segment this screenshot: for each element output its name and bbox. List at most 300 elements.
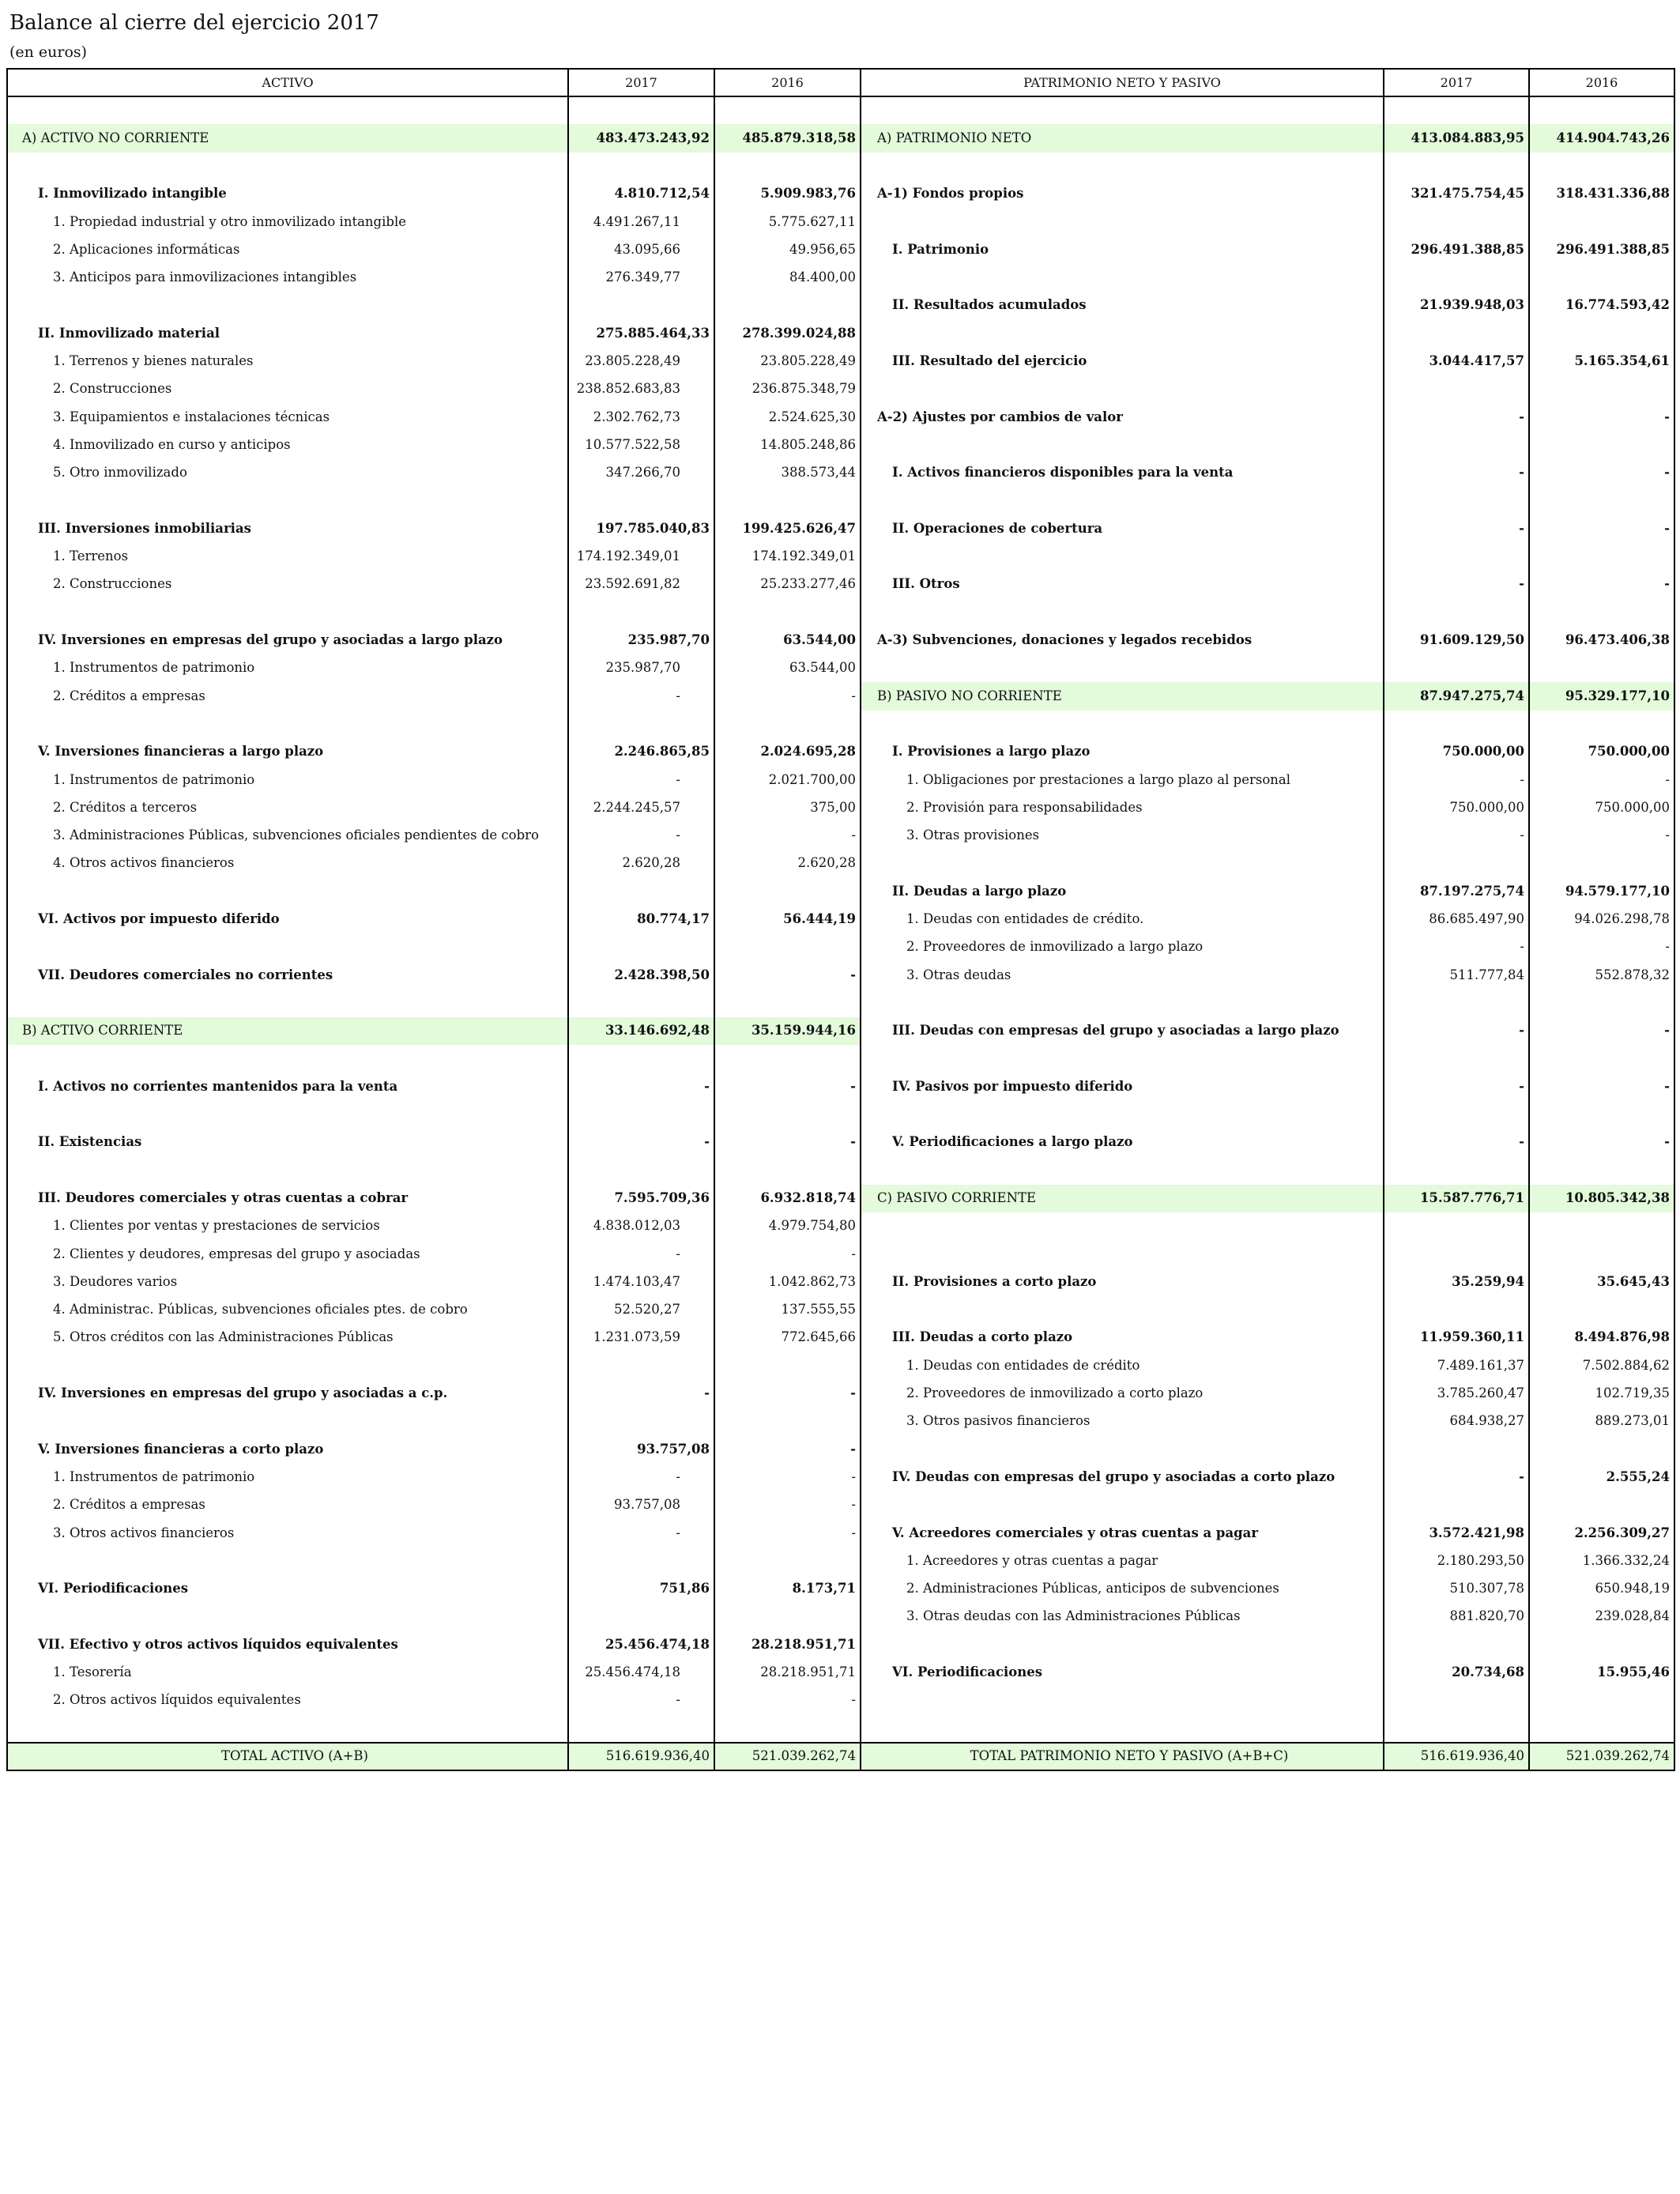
activo-2016-value: - bbox=[714, 1240, 861, 1268]
activo-2017-value: - bbox=[568, 1129, 714, 1156]
pasivo-2017-value bbox=[1384, 990, 1529, 1017]
activo-2016-value bbox=[714, 598, 861, 626]
pasivo-label: II. Operaciones de cobertura bbox=[861, 515, 1384, 542]
pasivo-label bbox=[861, 96, 1384, 124]
pasivo-label bbox=[861, 153, 1384, 180]
table-row bbox=[7, 1714, 1674, 1742]
activo-2016-value: 485.879.318,58 bbox=[714, 124, 861, 152]
pasivo-2016-value: - bbox=[1529, 822, 1674, 850]
pasivo-2016-value: 1.366.332,24 bbox=[1529, 1547, 1674, 1574]
header-year-2016-right: 2016 bbox=[1529, 69, 1674, 96]
table-row bbox=[7, 348, 1674, 375]
pasivo-2016-value: 650.948,19 bbox=[1529, 1575, 1674, 1603]
pasivo-2017-value: - bbox=[1384, 1072, 1529, 1100]
activo-label: I. Inmovilizado intangible bbox=[7, 180, 568, 208]
table-header-row bbox=[7, 69, 1674, 96]
pasivo-2017-value: - bbox=[1384, 1129, 1529, 1156]
pasivo-label: VI. Periodificaciones bbox=[861, 1659, 1384, 1687]
pasivo-label: C) PASIVO CORRIENTE bbox=[861, 1185, 1384, 1212]
pasivo-2016-value: 16.774.593,42 bbox=[1529, 292, 1674, 319]
activo-label: 1. Instrumentos de patrimonio bbox=[7, 1464, 568, 1491]
pasivo-2016-value: 414.904.743,26 bbox=[1529, 124, 1674, 152]
activo-2017-value: - bbox=[568, 1240, 714, 1268]
activo-label bbox=[7, 153, 568, 180]
pasivo-label: 2. Provisión para responsabilidades bbox=[861, 794, 1384, 821]
pasivo-label bbox=[861, 1435, 1384, 1463]
activo-2016-value bbox=[714, 990, 861, 1017]
activo-2017-value bbox=[568, 292, 714, 319]
pasivo-label: B) PASIVO NO CORRIENTE bbox=[861, 682, 1384, 710]
pasivo-label: III. Deudas a corto plazo bbox=[861, 1324, 1384, 1351]
pasivo-2017-value: - bbox=[1384, 822, 1529, 850]
pasivo-2017-value: 413.084.883,95 bbox=[1384, 124, 1529, 152]
pasivo-2016-value: - bbox=[1529, 933, 1674, 961]
header-year-2017-left: 2017 bbox=[568, 69, 714, 96]
pasivo-2016-value: 2.555,24 bbox=[1529, 1464, 1674, 1491]
currency-note: (en euros) bbox=[9, 43, 88, 61]
pasivo-2017-value bbox=[1384, 1240, 1529, 1268]
table-row bbox=[7, 598, 1674, 626]
table-row bbox=[7, 822, 1674, 850]
pasivo-label bbox=[861, 264, 1384, 292]
activo-2016-value: 25.233.277,46 bbox=[714, 571, 861, 598]
activo-2016-value: - bbox=[714, 682, 861, 710]
pasivo-2016-value bbox=[1529, 153, 1674, 180]
activo-label: 4. Administrac. Públicas, subvenciones oficiales ptes. de cobro bbox=[7, 1296, 568, 1324]
activo-label: 1. Instrumentos de patrimonio bbox=[7, 654, 568, 682]
table-row bbox=[7, 1045, 1674, 1072]
activo-2016-value: 388.573,44 bbox=[714, 459, 861, 487]
activo-label: 2. Créditos a empresas bbox=[7, 682, 568, 710]
pasivo-2016-value bbox=[1529, 850, 1674, 877]
activo-2017-value bbox=[568, 1101, 714, 1129]
pasivo-label: 3. Otras provisiones bbox=[861, 822, 1384, 850]
activo-2016-value bbox=[714, 1101, 861, 1129]
pasivo-2016-value bbox=[1529, 1687, 1674, 1714]
activo-2016-value: 174.192.349,01 bbox=[714, 543, 861, 571]
pasivo-label bbox=[861, 319, 1384, 347]
activo-2017-value: 52.520,27 bbox=[568, 1296, 714, 1324]
activo-2017-value: 2.620,28 bbox=[568, 850, 714, 877]
activo-2017-value: 23.805.228,49 bbox=[568, 348, 714, 375]
activo-label bbox=[7, 1156, 568, 1184]
activo-label bbox=[7, 990, 568, 1017]
total-pasivo-label: TOTAL PATRIMONIO NETO Y PASIVO (A+B+C) bbox=[861, 1743, 1384, 1770]
pasivo-2016-value: - bbox=[1529, 515, 1674, 542]
activo-2017-value: - bbox=[568, 1464, 714, 1491]
activo-label: V. Inversiones financieras a corto plazo bbox=[7, 1435, 568, 1463]
pasivo-2017-value: 91.609.129,50 bbox=[1384, 627, 1529, 654]
pasivo-2016-value: - bbox=[1529, 403, 1674, 431]
table-row bbox=[7, 1464, 1674, 1491]
table-row bbox=[7, 264, 1674, 292]
pasivo-2017-value: 511.777,84 bbox=[1384, 961, 1529, 989]
activo-2016-value: 63.544,00 bbox=[714, 654, 861, 682]
pasivo-2016-value bbox=[1529, 1156, 1674, 1184]
pasivo-2016-value bbox=[1529, 598, 1674, 626]
table-row bbox=[7, 432, 1674, 459]
pasivo-2016-value: - bbox=[1529, 571, 1674, 598]
activo-2017-value bbox=[568, 1351, 714, 1379]
activo-2016-value bbox=[714, 1603, 861, 1630]
activo-label: 1. Terrenos bbox=[7, 543, 568, 571]
activo-2016-value: - bbox=[714, 1687, 861, 1714]
activo-2016-value: 2.620,28 bbox=[714, 850, 861, 877]
table-row bbox=[7, 1296, 1674, 1324]
pasivo-2016-value: 750.000,00 bbox=[1529, 794, 1674, 821]
pasivo-label bbox=[861, 208, 1384, 236]
activo-2017-value: - bbox=[568, 682, 714, 710]
pasivo-label bbox=[861, 1491, 1384, 1519]
table-row bbox=[7, 292, 1674, 319]
activo-label: VI. Periodificaciones bbox=[7, 1575, 568, 1603]
table-row bbox=[7, 961, 1674, 989]
activo-2016-value bbox=[714, 1547, 861, 1574]
activo-2017-value bbox=[568, 96, 714, 124]
table-row bbox=[7, 794, 1674, 821]
pasivo-2016-value bbox=[1529, 208, 1674, 236]
table-row bbox=[7, 571, 1674, 598]
table-row bbox=[7, 375, 1674, 403]
pasivo-2016-value: 318.431.336,88 bbox=[1529, 180, 1674, 208]
activo-2017-value: 2.244.245,57 bbox=[568, 794, 714, 821]
pasivo-2017-value bbox=[1384, 1212, 1529, 1240]
activo-2016-value: 137.555,55 bbox=[714, 1296, 861, 1324]
table-row bbox=[7, 1324, 1674, 1351]
activo-2017-value: 43.095,66 bbox=[568, 236, 714, 263]
pasivo-2017-value: 3.044.417,57 bbox=[1384, 348, 1529, 375]
activo-label bbox=[7, 487, 568, 515]
pasivo-2017-value: - bbox=[1384, 515, 1529, 542]
pasivo-2016-value bbox=[1529, 96, 1674, 124]
table-row bbox=[7, 627, 1674, 654]
pasivo-label: 1. Deudas con entidades de crédito. bbox=[861, 906, 1384, 933]
pasivo-label: I. Provisiones a largo plazo bbox=[861, 738, 1384, 766]
pasivo-label: A-3) Subvenciones, donaciones y legados recebidos bbox=[861, 627, 1384, 654]
pasivo-label: 3. Otras deudas con las Administraciones Públicas bbox=[861, 1603, 1384, 1630]
pasivo-label: I. Patrimonio bbox=[861, 236, 1384, 263]
activo-2017-value: 7.595.709,36 bbox=[568, 1185, 714, 1212]
pasivo-2016-value bbox=[1529, 654, 1674, 682]
table-row bbox=[7, 711, 1674, 738]
table-row bbox=[7, 180, 1674, 208]
table-row bbox=[7, 236, 1674, 263]
activo-2017-value: 1.474.103,47 bbox=[568, 1268, 714, 1295]
activo-2016-value: 23.805.228,49 bbox=[714, 348, 861, 375]
activo-2016-value: 14.805.248,86 bbox=[714, 432, 861, 459]
table-row bbox=[7, 1687, 1674, 1714]
activo-2017-value bbox=[568, 990, 714, 1017]
activo-2017-value: 93.757,08 bbox=[568, 1491, 714, 1519]
pasivo-2017-value bbox=[1384, 1714, 1529, 1742]
activo-2017-value: 197.785.040,83 bbox=[568, 515, 714, 542]
activo-2017-value bbox=[568, 1714, 714, 1742]
activo-label: 5. Otros créditos con las Administraciones Públicas bbox=[7, 1324, 568, 1351]
total-activo-label: TOTAL ACTIVO (A+B) bbox=[7, 1743, 568, 1770]
pasivo-label bbox=[861, 487, 1384, 515]
activo-label: 3. Equipamientos e instalaciones técnicas bbox=[7, 403, 568, 431]
activo-2016-value: - bbox=[714, 1129, 861, 1156]
table-row bbox=[7, 1380, 1674, 1408]
activo-label: VI. Activos por impuesto diferido bbox=[7, 906, 568, 933]
pasivo-2016-value: 94.579.177,10 bbox=[1529, 877, 1674, 905]
header-year-2016-left: 2016 bbox=[714, 69, 861, 96]
activo-label bbox=[7, 1714, 568, 1742]
activo-2017-value bbox=[568, 1547, 714, 1574]
activo-2017-value: 174.192.349,01 bbox=[568, 543, 714, 571]
activo-label: 1. Clientes por ventas y prestaciones de servicios bbox=[7, 1212, 568, 1240]
activo-label: 2. Otros activos líquidos equivalentes bbox=[7, 1687, 568, 1714]
activo-2017-value: 25.456.474,18 bbox=[568, 1630, 714, 1658]
pasivo-2016-value bbox=[1529, 1630, 1674, 1658]
pasivo-label: I. Activos financieros disponibles para la venta bbox=[861, 459, 1384, 487]
pasivo-label: 1. Acreedores y otras cuentas a pagar bbox=[861, 1547, 1384, 1574]
pasivo-2017-value: - bbox=[1384, 459, 1529, 487]
pasivo-2017-value bbox=[1384, 1630, 1529, 1658]
pasivo-2016-value: 2.256.309,27 bbox=[1529, 1519, 1674, 1547]
activo-2017-value: 238.852.683,83 bbox=[568, 375, 714, 403]
activo-label bbox=[7, 96, 568, 124]
table-row bbox=[7, 1129, 1674, 1156]
pasivo-label bbox=[861, 598, 1384, 626]
table-row bbox=[7, 1630, 1674, 1658]
pasivo-2016-value: 35.645,43 bbox=[1529, 1268, 1674, 1295]
pasivo-2017-value: 87.197.275,74 bbox=[1384, 877, 1529, 905]
table-row bbox=[7, 403, 1674, 431]
pasivo-2017-value bbox=[1384, 598, 1529, 626]
pasivo-2017-value bbox=[1384, 711, 1529, 738]
activo-2017-value: - bbox=[568, 1687, 714, 1714]
activo-2016-value bbox=[714, 933, 861, 961]
pasivo-2017-value: 35.259,94 bbox=[1384, 1268, 1529, 1295]
pasivo-label: A-2) Ajustes por cambios de valor bbox=[861, 403, 1384, 431]
pasivo-2016-value: 95.329.177,10 bbox=[1529, 682, 1674, 710]
activo-label: VII. Deudores comerciales no corrientes bbox=[7, 961, 568, 989]
pasivo-2016-value bbox=[1529, 543, 1674, 571]
pasivo-2016-value: 552.878,32 bbox=[1529, 961, 1674, 989]
activo-label: I. Activos no corrientes mantenidos para la venta bbox=[7, 1072, 568, 1100]
table-row bbox=[7, 933, 1674, 961]
table-row bbox=[7, 1547, 1674, 1574]
pasivo-label bbox=[861, 1101, 1384, 1129]
activo-label bbox=[7, 1547, 568, 1574]
pasivo-2016-value bbox=[1529, 375, 1674, 403]
pasivo-2017-value: - bbox=[1384, 766, 1529, 794]
pasivo-label: III. Deudas con empresas del grupo y asociadas a largo plazo bbox=[861, 1017, 1384, 1045]
pasivo-2017-value: 2.180.293,50 bbox=[1384, 1547, 1529, 1574]
activo-2017-value: 25.456.474,18 bbox=[568, 1659, 714, 1687]
pasivo-2017-value: - bbox=[1384, 571, 1529, 598]
activo-2016-value: 28.218.951,71 bbox=[714, 1659, 861, 1687]
pasivo-label bbox=[861, 1212, 1384, 1240]
pasivo-2017-value: 750.000,00 bbox=[1384, 794, 1529, 821]
activo-label: 1. Terrenos y bienes naturales bbox=[7, 348, 568, 375]
total-activo-2017: 516.619.936,40 bbox=[568, 1743, 714, 1770]
activo-label: 5. Otro inmovilizado bbox=[7, 459, 568, 487]
activo-2017-value bbox=[568, 711, 714, 738]
pasivo-2017-value: - bbox=[1384, 1464, 1529, 1491]
activo-2016-value: 5.775.627,11 bbox=[714, 208, 861, 236]
activo-2016-value: - bbox=[714, 1435, 861, 1463]
activo-label: IV. Inversiones en empresas del grupo y asociadas a c.p. bbox=[7, 1380, 568, 1408]
table-row bbox=[7, 766, 1674, 794]
table-row bbox=[7, 738, 1674, 766]
table-row bbox=[7, 654, 1674, 682]
pasivo-label: A) PATRIMONIO NETO bbox=[861, 124, 1384, 152]
totals-row bbox=[7, 1743, 1674, 1770]
pasivo-2016-value: 96.473.406,38 bbox=[1529, 627, 1674, 654]
activo-2017-value bbox=[568, 153, 714, 180]
pasivo-2017-value bbox=[1384, 1296, 1529, 1324]
table-row bbox=[7, 682, 1674, 710]
activo-2016-value: - bbox=[714, 822, 861, 850]
pasivo-2016-value: 10.805.342,38 bbox=[1529, 1185, 1674, 1212]
pasivo-2016-value bbox=[1529, 432, 1674, 459]
pasivo-2016-value bbox=[1529, 1435, 1674, 1463]
activo-2017-value: 235.987,70 bbox=[568, 654, 714, 682]
table-row bbox=[7, 906, 1674, 933]
pasivo-2016-value: 94.026.298,78 bbox=[1529, 906, 1674, 933]
activo-label: 2. Aplicaciones informáticas bbox=[7, 236, 568, 263]
pasivo-2016-value bbox=[1529, 1296, 1674, 1324]
activo-label: VII. Efectivo y otros activos líquidos equivalentes bbox=[7, 1630, 568, 1658]
activo-2016-value: 2.024.695,28 bbox=[714, 738, 861, 766]
activo-2016-value: - bbox=[714, 1491, 861, 1519]
pasivo-2017-value bbox=[1384, 1687, 1529, 1714]
activo-label: 3. Otros activos financieros bbox=[7, 1519, 568, 1547]
activo-2016-value: 5.909.983,76 bbox=[714, 180, 861, 208]
pasivo-2017-value: - bbox=[1384, 403, 1529, 431]
pasivo-2016-value bbox=[1529, 1491, 1674, 1519]
activo-2017-value: 1.231.073,59 bbox=[568, 1324, 714, 1351]
activo-label: V. Inversiones financieras a largo plazo bbox=[7, 738, 568, 766]
pasivo-label: III. Resultado del ejercicio bbox=[861, 348, 1384, 375]
activo-2016-value: - bbox=[714, 1380, 861, 1408]
pasivo-2017-value: 321.475.754,45 bbox=[1384, 180, 1529, 208]
pasivo-label: 3. Otros pasivos financieros bbox=[861, 1408, 1384, 1435]
pasivo-label bbox=[861, 1687, 1384, 1714]
pasivo-2016-value: 15.955,46 bbox=[1529, 1659, 1674, 1687]
pasivo-2017-value bbox=[1384, 1156, 1529, 1184]
table-row bbox=[7, 1408, 1674, 1435]
header-pasivo: PATRIMONIO NETO Y PASIVO bbox=[861, 69, 1384, 96]
activo-label: A) ACTIVO NO CORRIENTE bbox=[7, 124, 568, 152]
table-row bbox=[7, 1212, 1674, 1240]
activo-2017-value bbox=[568, 598, 714, 626]
pasivo-label: 1. Deudas con entidades de crédito bbox=[861, 1351, 1384, 1379]
pasivo-label: A-1) Fondos propios bbox=[861, 180, 1384, 208]
activo-2017-value: 23.592.691,82 bbox=[568, 571, 714, 598]
total-pasivo-2017: 516.619.936,40 bbox=[1384, 1743, 1529, 1770]
pasivo-2016-value bbox=[1529, 1212, 1674, 1240]
pasivo-label bbox=[861, 1240, 1384, 1268]
activo-2016-value bbox=[714, 877, 861, 905]
pasivo-label: III. Otros bbox=[861, 571, 1384, 598]
pasivo-2017-value: 86.685.497,90 bbox=[1384, 906, 1529, 933]
pasivo-2017-value bbox=[1384, 153, 1529, 180]
pasivo-2017-value bbox=[1384, 208, 1529, 236]
pasivo-2016-value: - bbox=[1529, 1129, 1674, 1156]
activo-label: 1. Instrumentos de patrimonio bbox=[7, 766, 568, 794]
activo-2017-value: - bbox=[568, 766, 714, 794]
activo-2016-value: 8.173,71 bbox=[714, 1575, 861, 1603]
pasivo-label bbox=[861, 711, 1384, 738]
table-row bbox=[7, 96, 1674, 124]
pasivo-label bbox=[861, 1296, 1384, 1324]
activo-label: 3. Anticipos para inmovilizaciones intangibles bbox=[7, 264, 568, 292]
activo-2016-value: 772.645,66 bbox=[714, 1324, 861, 1351]
pasivo-2016-value bbox=[1529, 487, 1674, 515]
table-row bbox=[7, 319, 1674, 347]
pasivo-2016-value bbox=[1529, 1714, 1674, 1742]
pasivo-label: 2. Administraciones Públicas, anticipos de subvenciones bbox=[861, 1575, 1384, 1603]
activo-label: II. Inmovilizado material bbox=[7, 319, 568, 347]
activo-label: 3. Administraciones Públicas, subvenciones oficiales pendientes de cobro bbox=[7, 822, 568, 850]
activo-2016-value bbox=[714, 1408, 861, 1435]
pasivo-2016-value bbox=[1529, 990, 1674, 1017]
pasivo-label: 3. Otras deudas bbox=[861, 961, 1384, 989]
activo-2017-value bbox=[568, 1045, 714, 1072]
pasivo-2017-value bbox=[1384, 319, 1529, 347]
activo-label: 2. Créditos a terceros bbox=[7, 794, 568, 821]
activo-label bbox=[7, 877, 568, 905]
activo-label: III. Deudores comerciales y otras cuentas a cobrar bbox=[7, 1185, 568, 1212]
table-row bbox=[7, 1240, 1674, 1268]
activo-2016-value bbox=[714, 1714, 861, 1742]
activo-2016-value: - bbox=[714, 1464, 861, 1491]
activo-label bbox=[7, 1045, 568, 1072]
activo-2017-value: 235.987,70 bbox=[568, 627, 714, 654]
pasivo-2017-value: - bbox=[1384, 933, 1529, 961]
balance-sheet-table bbox=[6, 68, 1675, 1771]
activo-2017-value bbox=[568, 933, 714, 961]
pasivo-2016-value bbox=[1529, 711, 1674, 738]
activo-label: 4. Otros activos financieros bbox=[7, 850, 568, 877]
table-row bbox=[7, 1156, 1674, 1184]
table-row bbox=[7, 1268, 1674, 1295]
pasivo-2017-value: 296.491.388,85 bbox=[1384, 236, 1529, 263]
pasivo-2016-value: 750.000,00 bbox=[1529, 738, 1674, 766]
pasivo-label: II. Resultados acumulados bbox=[861, 292, 1384, 319]
activo-label bbox=[7, 598, 568, 626]
pasivo-2017-value bbox=[1384, 543, 1529, 571]
activo-2016-value: 28.218.951,71 bbox=[714, 1630, 861, 1658]
activo-2016-value: - bbox=[714, 1072, 861, 1100]
activo-2016-value bbox=[714, 1351, 861, 1379]
pasivo-2017-value bbox=[1384, 1045, 1529, 1072]
pasivo-2016-value: - bbox=[1529, 766, 1674, 794]
pasivo-label: II. Deudas a largo plazo bbox=[861, 877, 1384, 905]
activo-2017-value: - bbox=[568, 1380, 714, 1408]
activo-2016-value: 35.159.944,16 bbox=[714, 1017, 861, 1045]
activo-label bbox=[7, 1101, 568, 1129]
activo-label: 2. Créditos a empresas bbox=[7, 1491, 568, 1519]
pasivo-2017-value: 11.959.360,11 bbox=[1384, 1324, 1529, 1351]
pasivo-2016-value bbox=[1529, 1240, 1674, 1268]
activo-2016-value: 49.956,65 bbox=[714, 236, 861, 263]
activo-label bbox=[7, 1351, 568, 1379]
activo-2017-value: 33.146.692,48 bbox=[568, 1017, 714, 1045]
pasivo-label bbox=[861, 1156, 1384, 1184]
header-activo: ACTIVO bbox=[7, 69, 568, 96]
activo-2017-value: - bbox=[568, 1519, 714, 1547]
pasivo-2016-value bbox=[1529, 1101, 1674, 1129]
activo-2016-value: 84.400,00 bbox=[714, 264, 861, 292]
pasivo-2017-value bbox=[1384, 1435, 1529, 1463]
pasivo-2017-value bbox=[1384, 1101, 1529, 1129]
total-pasivo-2016: 521.039.262,74 bbox=[1529, 1743, 1674, 1770]
table-row bbox=[7, 990, 1674, 1017]
